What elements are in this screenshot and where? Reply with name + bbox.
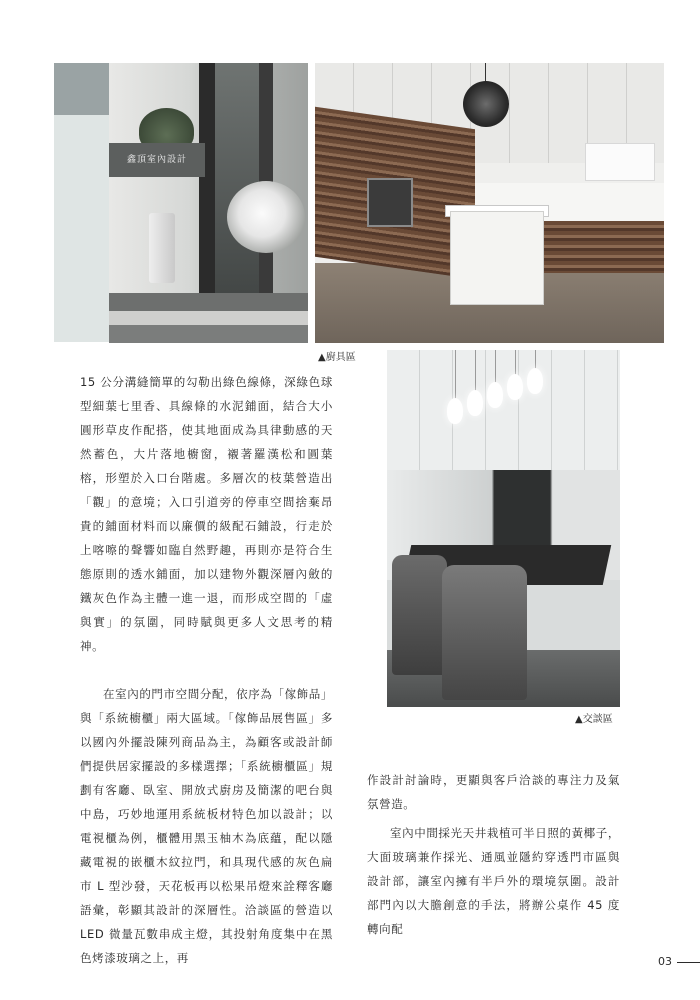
grey-chair bbox=[392, 555, 447, 675]
pale-accent-block bbox=[54, 115, 109, 342]
pendant-light bbox=[527, 368, 543, 394]
pendant-light bbox=[447, 398, 463, 424]
body-paragraph: 作設計討論時，更顯與客戶洽談的專注力及氣氛營造。 bbox=[367, 773, 620, 811]
entrance-step bbox=[109, 325, 308, 343]
pendant-light bbox=[467, 390, 483, 416]
entrance-photo bbox=[109, 63, 308, 343]
entrance-step bbox=[109, 293, 308, 311]
kitchen-upper-cabinet bbox=[585, 143, 655, 181]
white-flower-bush bbox=[227, 181, 305, 253]
body-paragraph: 室內中間採光天井栽植可半日照的黃椰子，大面玻璃兼作採光、通風並隱約穿透門市區與設計部，讓室內擁有半戶外的環境氛圍。設計部門內以大膽創意的手法，將辦公桌作 45 度轉向配 bbox=[367, 826, 620, 936]
page-number-rule bbox=[677, 962, 700, 963]
body-paragraph: 15 公分溝縫簡單的勾勒出綠色線條，深綠色球型細葉七里香、具線條的水泥鋪面，結合大小圓形草皮作配搭，使其地面成為具律動感的天然蓄色，大片落地櫥窗，襯著羅漢松和圓葉榕，形塑於入口台階處。多層次的枝葉營造出「觀」的意境；入口引道旁的停車空間捨棄昂貴的鋪面材料而以廉價的級配石鋪設，行走於上喀嚓的聲響如臨自然野趣，再則亦是符合生態原則的透水鋪面，加以建物外觀深層內斂的鐵灰色作為主體一進一退，而形成空間的「虛與實」的氛圍，同時賦與更多人文思考的精神。 bbox=[80, 375, 333, 653]
built-in-oven bbox=[367, 178, 413, 227]
entrance-sign: 鑫頂室內設計 bbox=[109, 143, 205, 177]
wood-counter bbox=[535, 221, 664, 273]
pendant-lamp bbox=[463, 81, 509, 127]
light-cord bbox=[495, 350, 496, 384]
kitchen-caption: ▲廚具區 bbox=[318, 352, 356, 363]
right-column bbox=[367, 768, 620, 941]
light-cord bbox=[515, 350, 516, 376]
light-cord bbox=[455, 350, 456, 400]
body-paragraph: 在室內的門市空間分配，依序為「傢飾品」與「系統櫥櫃」兩大區域。「傢飾品展售區」多以國內外擺設陳列商品為主，為顧客或設計師們提供居家擺設的多樣選擇；「系統櫥櫃區」規劃有客廳、臥室、開放式廚房及簡潔的吧台與中島，巧妙地運用系統板材特色加以設計；以電視櫃為例，櫃體用黑玉柚木為底蘊，配以隱藏電視的嵌櫃木紋拉門，和具現代感的灰色扁市 L 型沙發，天花板再以松果吊燈來詮釋客廳語彙，彰顯其設計的深層性。洽談區的營造以 LED 微量瓦數串成主燈，其投射角度集中在黑色烤漆玻璃之上，再 bbox=[80, 687, 333, 965]
meeting-area-photo bbox=[387, 350, 620, 707]
pendant-cord bbox=[485, 63, 486, 83]
pendant-light bbox=[487, 382, 503, 408]
light-cord bbox=[535, 350, 536, 370]
page-number: 03 bbox=[658, 955, 672, 968]
left-column bbox=[80, 370, 333, 970]
pendant-light bbox=[507, 374, 523, 400]
grey-chair bbox=[442, 565, 527, 700]
grey-accent-block bbox=[54, 63, 109, 115]
plant-pot bbox=[149, 213, 175, 283]
light-cord bbox=[475, 350, 476, 392]
entrance-step bbox=[109, 311, 308, 325]
kitchen-photo bbox=[315, 63, 664, 343]
meeting-ceiling bbox=[387, 350, 620, 470]
meeting-caption: ▲交談區 bbox=[575, 714, 613, 725]
door-frame-left bbox=[199, 63, 215, 293]
kitchen-island bbox=[450, 211, 544, 305]
door-frame-right bbox=[259, 63, 273, 293]
door-glass bbox=[215, 63, 259, 293]
